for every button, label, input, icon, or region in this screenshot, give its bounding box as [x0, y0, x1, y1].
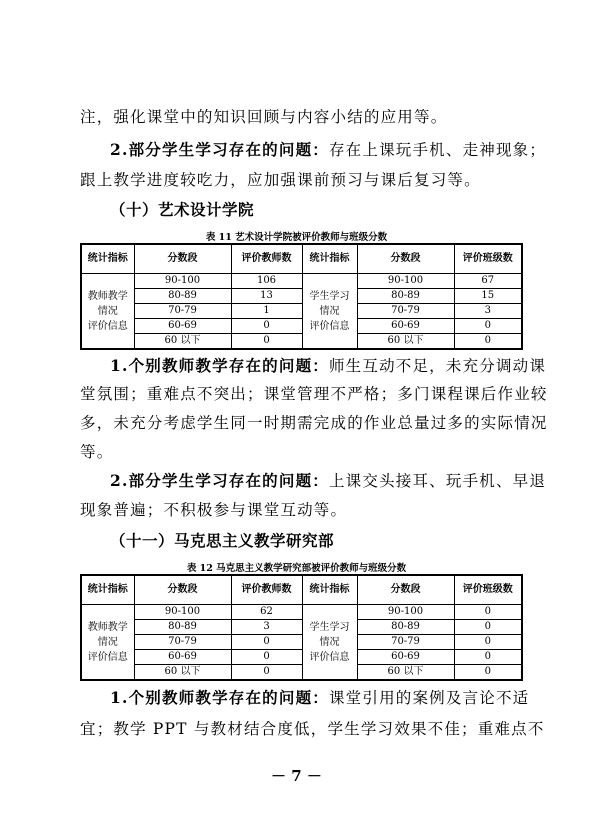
count-cell: 0	[454, 635, 522, 650]
range-cell: 90-100	[357, 605, 454, 620]
range-cell: 80-89	[357, 620, 454, 635]
range-cell: 70-79	[357, 635, 454, 650]
count-cell: 1	[231, 304, 302, 319]
count-cell: 67	[454, 274, 522, 289]
count-cell: 62	[231, 605, 302, 620]
page-number: － 7 －	[271, 767, 322, 785]
range-cell: 60-69	[134, 319, 231, 334]
header-cell: 评价班级数	[454, 244, 522, 274]
paragraph-text: 上课交头接耳、玩手机、早退	[328, 472, 547, 490]
section-heading: （十）艺术设计学院	[110, 200, 255, 219]
range-cell: 90-100	[134, 605, 231, 620]
section-heading: （十一）马克思主义教学研究部	[110, 531, 335, 550]
count-cell: 0	[231, 665, 302, 681]
header-cell: 统计指标	[302, 575, 357, 605]
count-cell: 0	[231, 334, 302, 350]
count-cell: 0	[454, 319, 522, 334]
range-cell: 60 以下	[357, 334, 454, 350]
header-cell: 评价教师数	[231, 575, 302, 605]
table-caption: 表 11 艺术设计学院被评价教师与班级分数	[205, 232, 388, 243]
paragraph-line: 跟上教学进度较吃力，应加强课前预习与课后复习等。	[80, 171, 481, 189]
count-cell: 3	[454, 304, 522, 319]
paragraph-line: 宜；教学 PPT 与教材结合度低，学生学习效果不佳；重难点不	[80, 720, 545, 738]
header-cell: 统计指标	[302, 244, 357, 274]
paragraph-text: 课堂引用的案例及言论不适	[328, 689, 530, 707]
group-label: 学生学习 情况 评价信息	[302, 605, 357, 681]
paragraph-line: 注，强化课堂中的知识回顾与内容小结的应用等。	[80, 108, 448, 126]
range-cell: 80-89	[134, 289, 231, 304]
paragraph-text: 师生互动不足，未充分调动课	[328, 357, 547, 375]
header-cell: 评价教师数	[231, 244, 302, 274]
table-row	[81, 304, 522, 319]
paragraph-text: 存在上课玩手机、走神现象；	[328, 141, 547, 159]
table-row	[81, 650, 522, 665]
range-cell: 60 以下	[134, 334, 231, 350]
count-cell: 3	[231, 620, 302, 635]
paragraph-line: 等。	[80, 443, 114, 461]
count-cell: 13	[231, 289, 302, 304]
group-label: 教师教学 情况 评价信息	[81, 274, 134, 350]
range-cell: 60 以下	[134, 665, 231, 681]
score-table-11	[80, 243, 523, 350]
problem-heading: 2.部分学生学习存在的问题：	[110, 140, 329, 159]
range-cell: 80-89	[134, 620, 231, 635]
header-cell: 分数段	[357, 575, 454, 605]
header-cell: 统计指标	[81, 575, 134, 605]
table-row	[81, 620, 522, 635]
count-cell: 0	[454, 665, 522, 681]
problem-heading: 1.个别教师教学存在的问题：	[110, 688, 329, 707]
header-cell: 分数段	[134, 575, 231, 605]
count-cell: 0	[231, 635, 302, 650]
table-caption: 表 12 马克思主义教学研究部被评价教师与班级分数	[186, 563, 407, 574]
header-cell: 分数段	[357, 244, 454, 274]
header-cell: 统计指标	[81, 244, 134, 274]
range-cell: 90-100	[134, 274, 231, 289]
group-label: 教师教学 情况 评价信息	[81, 605, 134, 681]
range-cell: 80-89	[357, 289, 454, 304]
paragraph-line	[110, 471, 550, 491]
table-row	[81, 319, 522, 334]
range-cell: 60-69	[357, 650, 454, 665]
paragraph-line	[110, 356, 550, 376]
table-row	[81, 635, 522, 650]
count-cell: 0	[454, 334, 522, 350]
paragraph-line: 多，未充分考虑学生同一时期需完成的作业总量过多的实际情况	[80, 414, 548, 432]
header-cell: 分数段	[134, 244, 231, 274]
range-cell: 60-69	[357, 319, 454, 334]
paragraph-line	[110, 688, 550, 708]
group-label: 学生学习 情况 评价信息	[302, 274, 357, 350]
paragraph-line	[110, 140, 550, 160]
problem-heading: 1.个别教师教学存在的问题：	[110, 356, 329, 375]
range-cell: 60-69	[134, 650, 231, 665]
range-cell: 70-79	[134, 635, 231, 650]
range-cell: 70-79	[134, 304, 231, 319]
table-row	[81, 289, 522, 304]
score-table-12	[80, 574, 523, 681]
count-cell: 0	[231, 319, 302, 334]
count-cell: 15	[454, 289, 522, 304]
table-row	[81, 665, 522, 681]
count-cell: 0	[454, 620, 522, 635]
paragraph-line: 现象普遍；不积极参与课堂互动等。	[80, 501, 348, 519]
range-cell: 60 以下	[357, 665, 454, 681]
problem-heading: 2.部分学生学习存在的问题：	[110, 471, 329, 490]
range-cell: 90-100	[357, 274, 454, 289]
table-row	[81, 274, 522, 289]
paragraph-line: 堂氛围；重难点不突出；课堂管理不严格；多门课程课后作业较	[80, 385, 548, 403]
table-row	[81, 334, 522, 350]
count-cell: 0	[231, 650, 302, 665]
table-row	[81, 605, 522, 620]
header-cell: 评价班级数	[454, 575, 522, 605]
count-cell: 0	[454, 605, 522, 620]
count-cell: 0	[454, 650, 522, 665]
count-cell: 106	[231, 274, 302, 289]
range-cell: 70-79	[357, 304, 454, 319]
